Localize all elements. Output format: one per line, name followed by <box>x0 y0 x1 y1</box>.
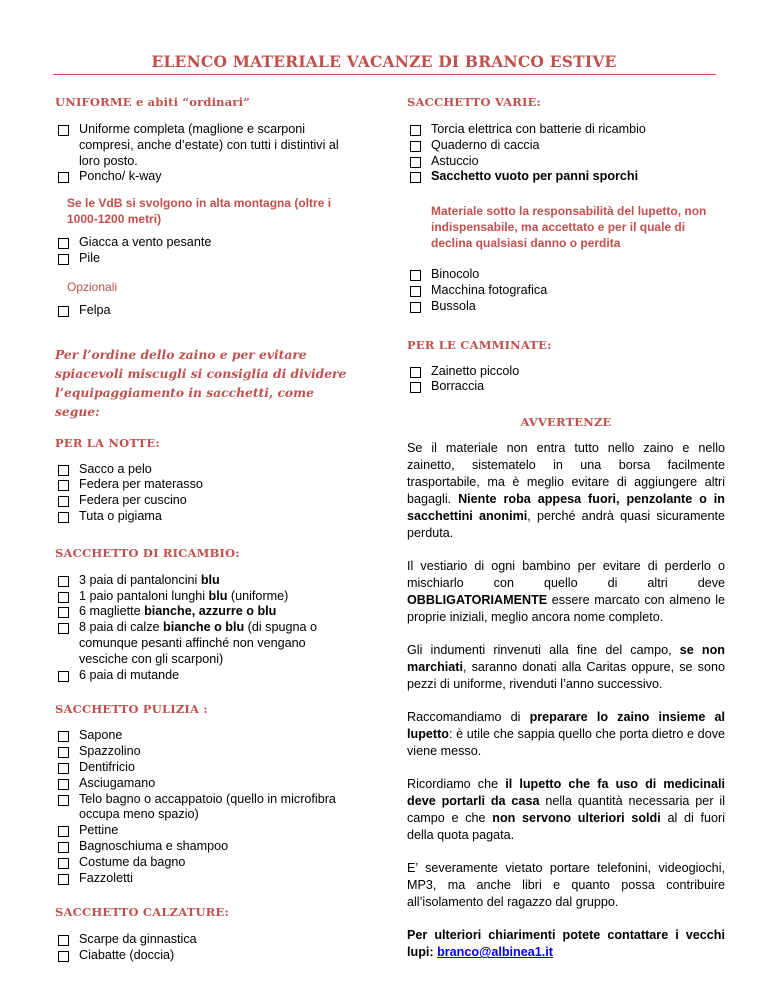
note-responsabilita: Materiale sotto la responsabilità del lupetto, non indispensabile, ma accettato e per il quale di declina qualsiasi danno o perdita <box>431 204 707 251</box>
checkbox-icon[interactable] <box>58 306 69 317</box>
notte-list <box>55 462 350 525</box>
list-item[interactable]: Astuccio <box>407 154 725 170</box>
email-link[interactable]: branco@albinea1.it <box>437 945 553 960</box>
list-item[interactable]: Sacchetto vuoto per panni sporchi <box>407 169 725 185</box>
list-item[interactable]: Costume da bagno <box>55 855 350 871</box>
checkbox-icon[interactable] <box>58 747 69 758</box>
list-item[interactable]: Torcia elettrica con batterie di ricambio <box>407 122 725 138</box>
right-column <box>407 94 725 961</box>
list-item[interactable]: Binocolo <box>407 267 725 283</box>
page-title: ELENCO MATERIALE VACANZE DI BRANCO ESTIVE <box>151 52 617 71</box>
list-item[interactable]: 3 paia di pantaloncini blu <box>55 573 350 589</box>
checkbox-icon[interactable] <box>58 671 69 682</box>
checkbox-icon[interactable] <box>58 125 69 136</box>
avvertenze-paragraph-2: Il vestiario di ogni bambino per evitare di perderlo o mischiarlo con quello di altri deve OBBLIGATORIAMENTE essere marcato con almeno le proprie iniziali, meglio ancora nome completo. <box>407 559 725 625</box>
section-heading-uniforme: UNIFORME e abiti “ordinari” <box>55 95 251 109</box>
avvertenze-paragraph-3: Gli indumenti rinvenuti alla fine del campo, se non marchiati, saranno donati alla Caritas oppure, se sono pezzi di uniforme, rivenduti l’anno successivo. <box>407 643 725 692</box>
list-item[interactable]: Pile <box>55 251 350 267</box>
list-item[interactable]: 1 paio pantaloni lunghi blu (uniforme) <box>55 589 350 605</box>
checkbox-icon[interactable] <box>58 592 69 603</box>
list-item[interactable]: Sacco a pelo <box>55 462 350 478</box>
list-item[interactable]: Telo bagno o accappatoio (quello in microfibra occupa meno spazio) <box>55 792 350 824</box>
checkbox-icon[interactable] <box>410 286 421 297</box>
checkbox-icon[interactable] <box>58 576 69 587</box>
opzionali-list <box>55 303 350 319</box>
list-item[interactable]: Sapone <box>55 728 350 744</box>
list-item[interactable]: Federa per materasso <box>55 477 350 493</box>
list-item[interactable]: 6 magliette bianche, azzurre o blu <box>55 604 350 620</box>
checkbox-icon[interactable] <box>58 826 69 837</box>
camminate-list <box>407 364 725 396</box>
note-montagna: Se le VdB si svolgono in alta montagna (oltre i 1000-1200 metri) <box>67 196 332 227</box>
checkbox-icon[interactable] <box>58 731 69 742</box>
checkbox-icon[interactable] <box>58 795 69 806</box>
list-item[interactable]: 8 paia di calze bianche o blu (di spugna o comunque pesanti affinché non vengano vesciche con gli scarponi) <box>55 620 350 667</box>
list-item[interactable]: Fazzoletti <box>55 871 350 887</box>
checkbox-icon[interactable] <box>58 465 69 476</box>
checkbox-icon[interactable] <box>58 763 69 774</box>
checkbox-icon[interactable] <box>58 254 69 265</box>
checkbox-icon[interactable] <box>410 157 421 168</box>
pulizia-list <box>55 728 350 886</box>
checkbox-icon[interactable] <box>410 172 421 183</box>
avvertenze-paragraph-6: E’ severamente vietato portare telefonini, videogiochi, MP3, ma anche libri e quanto possa contribuire all’isolamento del ragazzo dal gruppo. <box>407 861 725 910</box>
uniforme-list <box>55 122 350 185</box>
contact-paragraph: Per ulteriori chiarimenti potete contattare i vecchi lupi: branco@albinea1.it <box>407 928 725 960</box>
section-heading-notte: PER LA NOTTE: <box>55 435 160 450</box>
list-item[interactable]: Pettine <box>55 823 350 839</box>
checkbox-icon[interactable] <box>58 480 69 491</box>
checkbox-icon[interactable] <box>410 302 421 313</box>
list-item[interactable]: Tuta o pigiama <box>55 509 350 525</box>
list-item[interactable]: Felpa <box>55 303 350 319</box>
checkbox-icon[interactable] <box>58 623 69 634</box>
checkbox-icon[interactable] <box>58 779 69 790</box>
section-heading-varie: SACCHETTO VARIE: <box>407 95 541 109</box>
section-heading-camminate: PER LE CAMMINATE: <box>407 337 552 352</box>
list-item[interactable]: Dentifricio <box>55 760 350 776</box>
checkbox-icon[interactable] <box>58 935 69 946</box>
left-column <box>55 94 350 964</box>
list-item[interactable]: Quaderno di caccia <box>407 138 725 154</box>
section-heading-pulizia: SACCHETTO PULIZIA : <box>55 702 208 717</box>
list-item[interactable]: Scarpe da ginnastica <box>55 932 350 948</box>
list-item[interactable]: Federa per cuscino <box>55 493 350 509</box>
avvertenze-paragraph-5: Ricordiamo che il lupetto che fa uso di medicinali deve portarli da casa nella quantità necessaria per il campo e che non servono ulteriori soldi al di fuori della quota pagata. <box>407 777 725 843</box>
checkbox-icon[interactable] <box>58 858 69 869</box>
checkbox-icon[interactable] <box>58 238 69 249</box>
checkbox-icon[interactable] <box>410 367 421 378</box>
checkbox-icon[interactable] <box>58 874 69 885</box>
title-divider <box>53 74 716 75</box>
checkbox-icon[interactable] <box>410 270 421 281</box>
list-item[interactable]: Giacca a vento pesante <box>55 235 350 251</box>
calzature-list <box>55 932 350 964</box>
checkbox-icon[interactable] <box>410 125 421 136</box>
section-heading-avvertenze: AVVERTENZE <box>520 415 612 430</box>
list-item[interactable]: Uniforme completa (maglione e scarponi compresi, anche d’estate) con tutti i distintivi al loro posto. <box>55 122 350 169</box>
ricambio-list <box>55 573 350 684</box>
section-heading-calzature: SACCHETTO CALZATURE: <box>55 905 229 920</box>
checkbox-icon[interactable] <box>58 842 69 853</box>
checkbox-icon[interactable] <box>58 512 69 523</box>
list-item[interactable]: Asciugamano <box>55 776 350 792</box>
list-item[interactable]: Poncho/ k-way <box>55 169 350 185</box>
avvertenze-paragraph-4: Raccomandiamo di preparare lo zaino insieme al lupetto: è utile che sappia quello che porta dietro e dove viene messo. <box>407 710 726 759</box>
note-opzionali: Opzionali <box>67 279 118 294</box>
intro-text: Per l’ordine dello zaino e per evitare spiacevoli miscugli si consiglia di dividere l’equipaggiamento in sacchetti, come segue: <box>55 346 347 419</box>
checkbox-icon[interactable] <box>58 951 69 962</box>
varie-list <box>407 122 725 185</box>
list-item[interactable]: Borraccia <box>407 379 725 395</box>
list-item[interactable]: 6 paia di mutande <box>55 668 350 684</box>
list-item[interactable]: Spazzolino <box>55 744 350 760</box>
section-heading-ricambio: SACCHETTO DI RICAMBIO: <box>55 545 240 560</box>
checkbox-icon[interactable] <box>58 607 69 618</box>
list-item[interactable]: Zainetto piccolo <box>407 364 725 380</box>
list-item[interactable]: Macchina fotografica <box>407 283 725 299</box>
montagna-list <box>55 235 350 267</box>
list-item[interactable]: Bussola <box>407 299 725 315</box>
checkbox-icon[interactable] <box>58 496 69 507</box>
checkbox-icon[interactable] <box>410 141 421 152</box>
list-item[interactable]: Ciabatte (doccia) <box>55 948 350 964</box>
list-item[interactable]: Bagnoschiuma e shampoo <box>55 839 350 855</box>
checkbox-icon[interactable] <box>410 382 421 393</box>
checkbox-icon[interactable] <box>58 172 69 183</box>
avvertenze-paragraph-1: Se il materiale non entra tutto nello zaino e nello zainetto, sistematelo in una borsa facilmente trasportabile, ma è meglio evitare di aggiungere altri bagagli. Niente roba appesa fuori, penzolante o in sacchettini anonimi, perché andrà quasi sicuramente perduta. <box>407 441 725 541</box>
responsabilita-list <box>407 267 725 314</box>
